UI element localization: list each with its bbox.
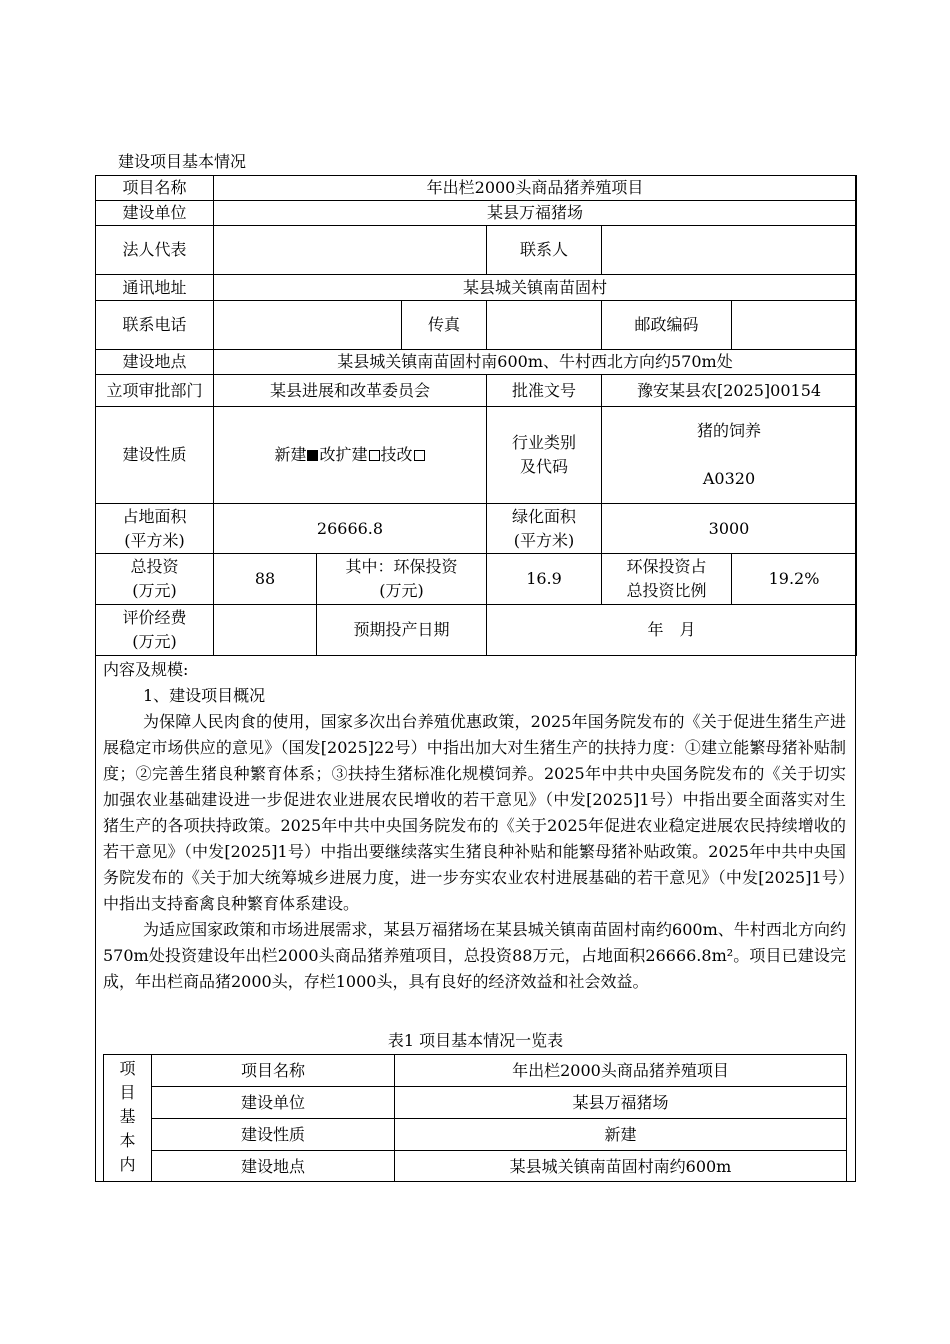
legal-rep-label: 法人代表 — [96, 226, 214, 275]
row-investment — [96, 554, 857, 605]
ratio-label: 环保投资占 总投资比例 — [602, 554, 732, 605]
approval-value: 豫安某县农[2025]00154 — [602, 375, 857, 407]
fee-value — [214, 605, 317, 656]
summary-label: 建设地点 — [152, 1151, 395, 1183]
content-label: 内容及规模: — [103, 660, 189, 679]
row-legal-rep — [96, 226, 857, 275]
date-label: 预期投产日期 — [317, 605, 487, 656]
location-value: 某县城关镇南苗固村南600m、牛村西北方向约570m处 — [214, 350, 857, 375]
unit-value: 某县万福猪场 — [214, 201, 857, 226]
area-label: 占地面积 (平方米) — [96, 504, 214, 554]
table-caption: 表1 项目基本情况一览表 — [387, 1031, 564, 1050]
dept-label: 立项审批部门 — [96, 375, 214, 407]
row-fee — [96, 605, 857, 656]
contact-value — [602, 226, 857, 275]
row-project-name — [96, 176, 857, 201]
summary-value: 年出栏2000头商品猪养殖项目 — [395, 1055, 847, 1087]
phone-label: 联系电话 — [96, 301, 214, 350]
row-address — [96, 275, 857, 301]
section-title: 1、建设项目概况 — [143, 686, 266, 705]
row-unit — [96, 201, 857, 226]
postcode-label: 邮政编码 — [602, 301, 732, 350]
nature-option-expand: 改扩建 — [319, 445, 380, 464]
invest-value: 88 — [214, 554, 317, 605]
project-name-value: 年出栏2000头商品猪养殖项目 — [214, 176, 857, 201]
date-value: 年 月 — [487, 605, 857, 656]
ratio-value: 19.2% — [732, 554, 857, 605]
empty-checkbox-icon — [369, 450, 380, 461]
nature-options — [214, 407, 487, 504]
contact-label: 联系人 — [487, 226, 602, 275]
table-row — [104, 1119, 847, 1151]
row-phone — [96, 301, 857, 350]
address-value: 某县城关镇南苗固村 — [214, 275, 857, 301]
paragraph-project: 为适应国家政策和市场进展需求，某县万福猪场在某县城关镇南苗固村南约600m、牛村西北方向约570m处投资建设年出栏2000头商品猪养殖项目，总投资88万元，占地面积26666.8m²。项目已建设完成，年出栏商品猪2000头，存栏1000头，具有良好的经济效益和社会效益。 — [103, 920, 846, 991]
green-label: 绿化面积 (平方米) — [487, 504, 602, 554]
summary-value: 某县万福猪场 — [395, 1087, 847, 1119]
dept-value: 某县进展和改革委员会 — [214, 375, 487, 407]
row-location — [96, 350, 857, 375]
project-name-label: 项目名称 — [96, 176, 214, 201]
env-invest-label: 其中：环保投资 (万元) — [317, 554, 487, 605]
checked-box-icon — [307, 450, 318, 461]
empty-checkbox-icon — [414, 450, 425, 461]
table-row — [104, 1151, 847, 1183]
summary-value: 新建 — [395, 1119, 847, 1151]
summary-value: 某县城关镇南苗固村南约600m — [395, 1151, 847, 1183]
unit-label: 建设单位 — [96, 201, 214, 226]
row-approval — [96, 375, 857, 407]
fax-label: 传真 — [402, 301, 487, 350]
address-label: 通讯地址 — [96, 275, 214, 301]
paragraph-policy: 为保障人民肉食的使用，国家多次出台养殖优惠政策，2025年国务院发布的《关于促进生猪生产进展稳定市场供应的意见》（国发[2025]22号）中指出加大对生猪生产的扶持力度：①建立能繁母猪补贴制度；②完善生猪良种繁育体系；③扶持生猪标准化规模饲养。2025年中共中央国务院发布的《关于切实加强农业基础建设进一步促进农业进展农民增收的若干意见》（中发[2025]1号）中指出要全面落实对生猪生产的各项扶持政策。2025年中共中央国务院发布的《关于2025年促进农业稳定进展农民持续增收的若干意见》（中发[2025]1号）中指出要继续落实生猪良种补贴和能繁母猪补贴政策。2025年中共中央国务院发布的《关于加大统筹城乡进展力度，进一步夯实农业农村进展基础的若干意见》（中发[2025]1号）中指出支持畜禽良种繁育体系建设。 — [103, 712, 846, 913]
table-row — [104, 1055, 847, 1087]
env-invest-value: 16.9 — [487, 554, 602, 605]
fax-value — [487, 301, 602, 350]
project-summary-table — [103, 1054, 847, 1182]
phone-value — [214, 301, 402, 350]
nature-option-new: 新建 — [274, 445, 319, 464]
summary-label: 建设性质 — [152, 1119, 395, 1151]
industry-value: 猪的饲养 A0320 — [602, 407, 857, 504]
fee-label: 评价经费 (万元) — [96, 605, 214, 656]
content-section — [103, 657, 846, 995]
area-value: 26666.8 — [214, 504, 487, 554]
page-heading: 建设项目基本情况 — [118, 152, 247, 171]
legal-rep-value — [214, 226, 487, 275]
green-value: 3000 — [602, 504, 857, 554]
row-area — [96, 504, 857, 554]
row-nature — [96, 407, 857, 504]
summary-label: 项目名称 — [152, 1055, 395, 1087]
postcode-value — [732, 301, 857, 350]
invest-label: 总投资 (万元) — [96, 554, 214, 605]
table-row — [104, 1087, 847, 1119]
industry-label: 行业类别 及代码 — [487, 407, 602, 504]
nature-option-tech: 技改 — [381, 445, 426, 464]
nature-label: 建设性质 — [96, 407, 214, 504]
basic-info-table — [95, 175, 857, 656]
summary-label: 建设单位 — [152, 1087, 395, 1119]
location-label: 建设地点 — [96, 350, 214, 375]
side-label: 项 目 基 本 内 — [104, 1055, 152, 1183]
approval-label: 批准文号 — [487, 375, 602, 407]
